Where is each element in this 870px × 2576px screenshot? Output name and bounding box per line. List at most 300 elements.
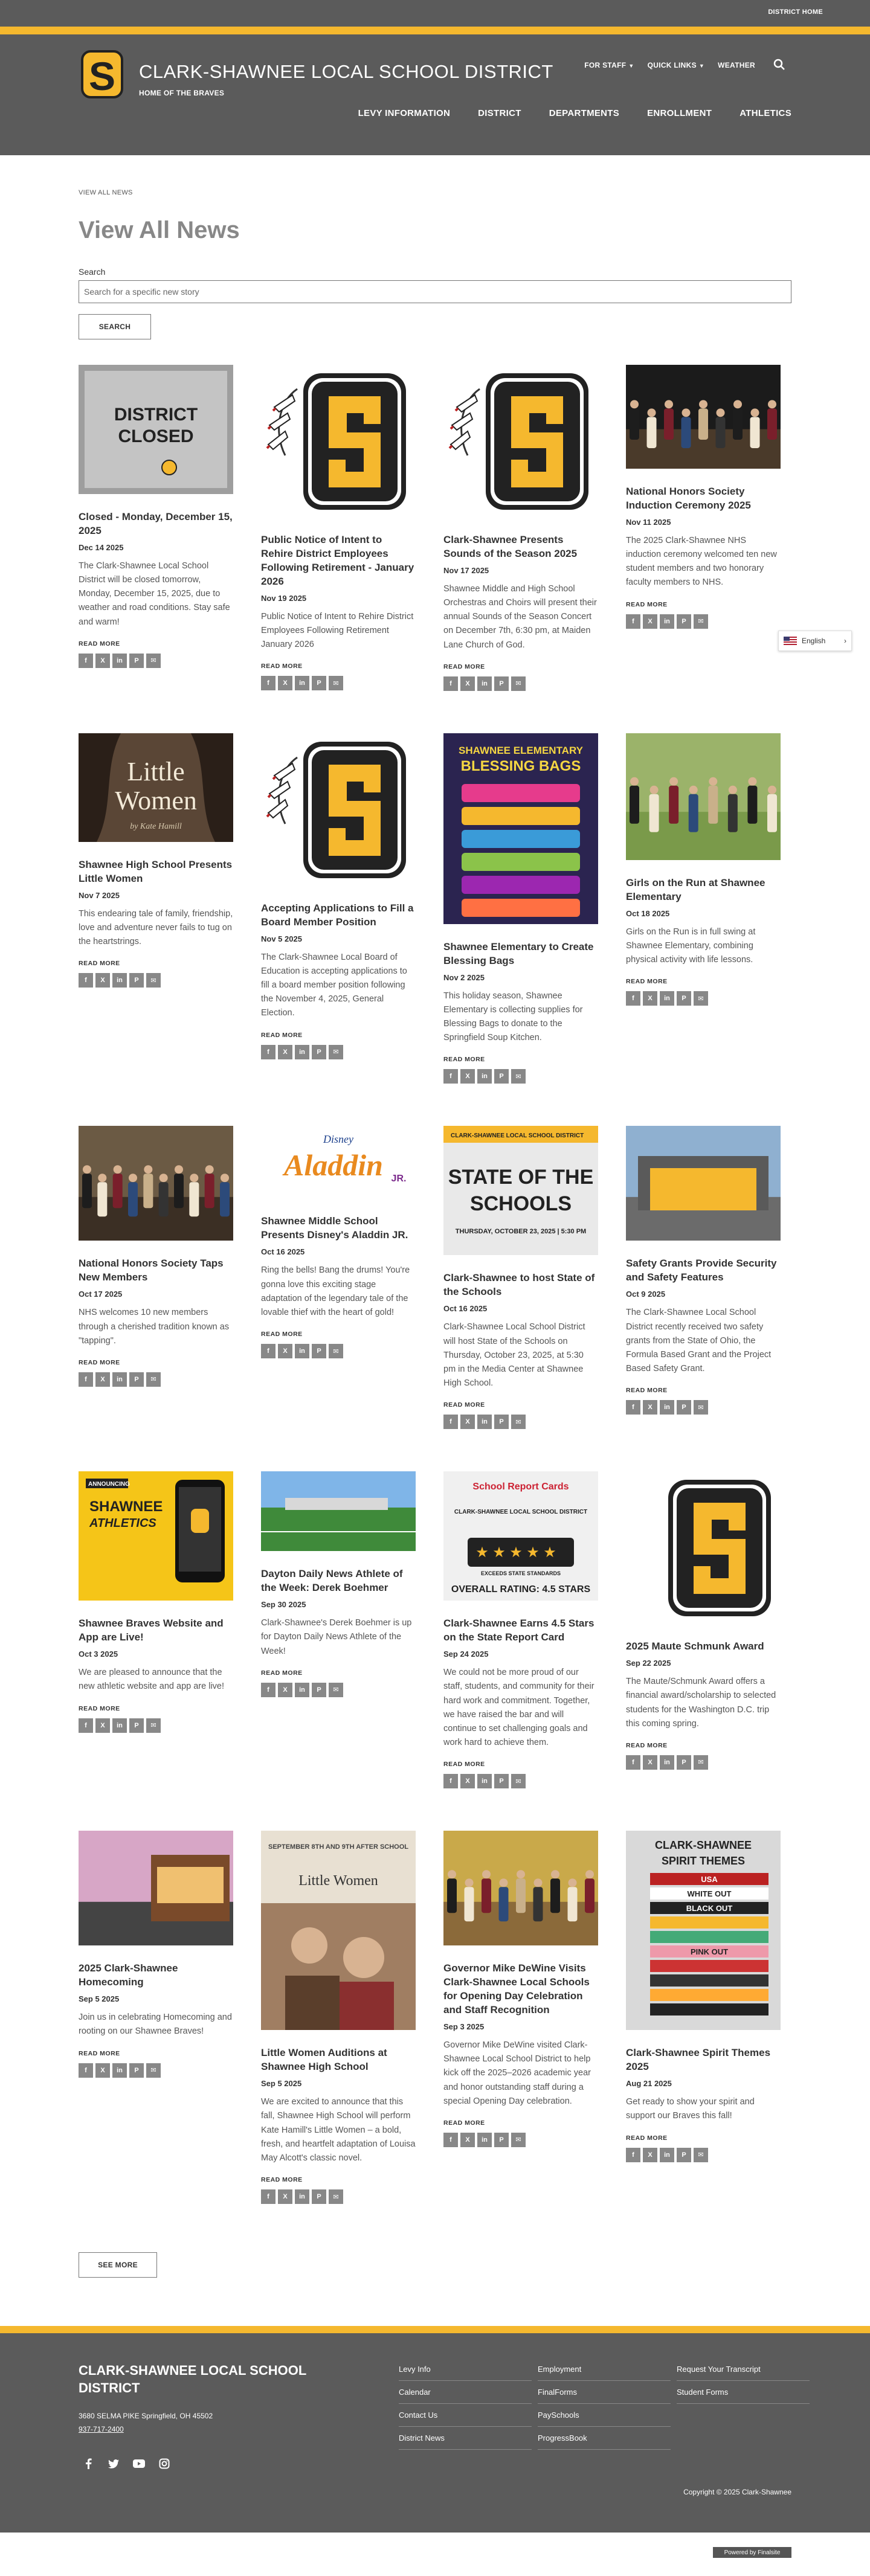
news-thumbnail[interactable] — [443, 1126, 598, 1258]
site-title[interactable]: CLARK-SHAWNEE LOCAL SCHOOL DISTRICT — [139, 61, 553, 82]
news-card — [79, 1831, 233, 2077]
news-summary: Get ready to show your spirit and support our Braves this fall! — [626, 2097, 755, 2121]
svg-text:★: ★ — [526, 1544, 540, 1561]
x-share-icon[interactable]: X — [95, 1718, 110, 1733]
pinterest-share-icon[interactable]: P — [494, 1069, 509, 1084]
linkedin-share-icon[interactable]: in — [112, 2063, 127, 2078]
news-summary: This holiday season, Shawnee Elementary is collecting supplies for Blessing Bags to donate to the Springfield Soup Kitchen. — [443, 991, 583, 1043]
email-share-icon[interactable]: ✉ — [329, 1045, 343, 1059]
linkedin-share-icon[interactable]: in — [660, 991, 674, 1006]
news-summary: The Clark-Shawnee Local School District recently received two safety grants from the State of Ohio, the Formula Based Grant and the Project Based Safety Grant. — [626, 1308, 772, 1374]
read-more-link[interactable]: READ MORE — [443, 1761, 485, 1768]
news-title[interactable]: Clark-Shawnee Presents Sounds of the Season 2025 — [443, 534, 578, 559]
facebook-share-icon[interactable]: f — [443, 1415, 458, 1429]
news-date: Nov 2 2025 — [443, 972, 485, 982]
news-title[interactable]: 2025 Clark-Shawnee Homecoming — [79, 1962, 178, 1988]
news-card — [79, 733, 233, 988]
news-card — [626, 733, 781, 1006]
share-buttons — [79, 2063, 233, 2078]
email-share-icon[interactable]: ✉ — [511, 676, 526, 691]
news-thumbnail[interactable] — [261, 733, 416, 888]
news-date: Sep 3 2025 — [443, 2022, 485, 2031]
news-date: Oct 16 2025 — [443, 1304, 488, 1314]
facebook-share-icon[interactable]: f — [261, 1045, 276, 1059]
district-logo[interactable] — [79, 48, 126, 101]
read-more-link[interactable]: READ MORE — [261, 1031, 303, 1039]
x-share-icon[interactable]: X — [278, 1045, 292, 1059]
instagram-icon[interactable] — [158, 2458, 170, 2470]
facebook-share-icon[interactable]: f — [261, 1683, 276, 1697]
news-summary: The Maute/Schmunk Award offers a financial award/scholarship to selected students for the Washington D.C. trip this coming spring. — [626, 1677, 776, 1729]
email-share-icon[interactable]: ✉ — [694, 1755, 708, 1770]
news-thumbnail[interactable] — [79, 1126, 233, 1244]
svg-text:WHITE OUT: WHITE OUT — [687, 1889, 732, 1899]
news-date: Oct 9 2025 — [626, 1290, 666, 1299]
facebook-share-icon[interactable]: f — [443, 1774, 458, 1788]
read-more-link[interactable]: READ MORE — [261, 2176, 303, 2184]
news-date: Nov 17 2025 — [443, 565, 489, 575]
news-thumbnail[interactable] — [261, 1126, 416, 1201]
svg-text:★: ★ — [492, 1544, 506, 1561]
news-date: Nov 7 2025 — [79, 890, 120, 900]
email-share-icon[interactable]: ✉ — [146, 973, 161, 988]
email-share-icon[interactable]: ✉ — [146, 2063, 161, 2078]
svg-text:★: ★ — [543, 1544, 556, 1561]
linkedin-share-icon[interactable]: in — [660, 2148, 674, 2162]
pinterest-share-icon[interactable]: P — [129, 973, 144, 988]
pinterest-share-icon[interactable]: P — [312, 1344, 326, 1358]
news-title[interactable]: Clark-Shawnee Spirit Themes 2025 — [626, 2047, 771, 2073]
facebook-share-icon[interactable]: f — [626, 1755, 640, 1770]
news-card — [443, 1471, 598, 1788]
gold-divider — [0, 27, 870, 34]
x-share-icon[interactable]: X — [278, 1344, 292, 1358]
site-footer — [0, 2333, 870, 2533]
news-thumbnail[interactable] — [79, 733, 233, 845]
read-more-link[interactable]: READ MORE — [443, 1401, 485, 1409]
news-card — [626, 365, 781, 629]
read-more-link[interactable]: READ MORE — [261, 1331, 303, 1338]
email-share-icon[interactable]: ✉ — [694, 2148, 708, 2162]
facebook-share-icon[interactable]: f — [79, 1718, 93, 1733]
svg-text:★: ★ — [475, 1544, 489, 1561]
news-date: Dec 14 2025 — [79, 542, 124, 552]
read-more-link[interactable]: READ MORE — [79, 2049, 120, 2057]
email-share-icon[interactable]: ✉ — [511, 1069, 526, 1084]
linkedin-share-icon[interactable]: in — [295, 2189, 309, 2204]
pinterest-share-icon[interactable]: P — [312, 1045, 326, 1059]
read-more-link[interactable]: READ MORE — [626, 978, 668, 986]
x-share-icon[interactable]: X — [95, 1372, 110, 1387]
x-share-icon[interactable]: X — [643, 991, 657, 1006]
footer-link-district-news[interactable]: District News — [399, 2433, 532, 2450]
news-card — [79, 365, 233, 668]
pinterest-share-icon[interactable]: P — [677, 2148, 691, 2162]
news-summary: Clark-Shawnee Local School District will host State of the Schools on Thursday, October 23, 2025, at 5:30 pm in the Media Center at Shawnee High School. — [443, 1322, 585, 1389]
share-buttons — [443, 676, 598, 691]
news-summary: Clark-Shawnee's Derek Boehmer is up for Dayton Daily News Athlete of the Week! — [261, 1618, 412, 1656]
share-buttons — [79, 654, 233, 668]
news-title[interactable]: Governor Mike DeWine Visits Clark-Shawnee Local Schools for Opening Day Celebration and Staff Recognition — [443, 1962, 590, 2016]
news-thumbnail[interactable] — [443, 1471, 598, 1604]
pinterest-share-icon[interactable]: P — [494, 676, 509, 691]
search-button[interactable]: SEARCH — [79, 314, 151, 339]
facebook-share-icon[interactable]: f — [79, 973, 93, 988]
news-card — [261, 733, 416, 1059]
share-buttons — [626, 1400, 781, 1415]
news-date: Nov 19 2025 — [261, 593, 307, 603]
linkedin-share-icon[interactable]: in — [112, 1718, 127, 1733]
news-card — [443, 365, 598, 691]
footer-link-progressbook[interactable]: ProgressBook — [538, 2433, 671, 2450]
news-title[interactable]: Accepting Applications to Fill a Board Member Position — [261, 902, 414, 928]
news-summary: We are pleased to announce that the new athletic website and app are live! — [79, 1668, 225, 1692]
news-title[interactable]: National Honors Society Taps New Members — [79, 1257, 224, 1283]
powered-by-badge[interactable]: Powered by Finalsite — [713, 2547, 791, 2558]
share-buttons — [626, 614, 781, 629]
svg-text:School Report Cards: School Report Cards — [472, 1482, 569, 1492]
chevron-right-icon: › — [844, 637, 846, 645]
social-links — [82, 2458, 170, 2470]
site-subtitle: HOME OF THE BRAVES — [139, 89, 225, 97]
linkedin-share-icon[interactable]: in — [477, 1069, 492, 1084]
news-date: Oct 18 2025 — [626, 908, 670, 918]
facebook-share-icon[interactable]: f — [261, 676, 276, 690]
email-share-icon[interactable]: ✉ — [511, 1415, 526, 1429]
news-summary: The Clark-Shawnee Local School District will be closed tomorrow, Monday, December 15, 2025, due to weather and road conditions. Stay safe and warm! — [79, 560, 230, 627]
news-title[interactable]: Little Women Auditions at Shawnee High School — [261, 2047, 387, 2073]
district-home-link[interactable]: DISTRICT HOME — [768, 8, 823, 16]
svg-text:THURSDAY, OCTOBER 23, 2025 | 5: THURSDAY, OCTOBER 23, 2025 | 5:30 PM — [455, 1228, 587, 1236]
linkedin-share-icon[interactable]: in — [477, 676, 492, 691]
email-share-icon[interactable]: ✉ — [694, 1400, 708, 1415]
linkedin-share-icon[interactable]: in — [112, 973, 127, 988]
footer-link-payschools[interactable]: PaySchools — [538, 2411, 671, 2427]
news-thumbnail[interactable] — [79, 1471, 233, 1604]
x-share-icon[interactable]: X — [643, 614, 657, 629]
linkedin-share-icon[interactable]: in — [660, 1755, 674, 1770]
top-utility-bar — [0, 0, 870, 27]
news-date: Aug 21 2025 — [626, 2079, 672, 2089]
email-share-icon[interactable]: ✉ — [146, 654, 161, 668]
utility-weather[interactable]: WEATHER — [718, 61, 755, 69]
email-share-icon[interactable]: ✉ — [694, 614, 708, 629]
news-summary: The 2025 Clark-Shawnee NHS induction ceremony welcomed ten new student members and two honorary faculty members to NHS. — [626, 535, 777, 588]
facebook-share-icon[interactable]: f — [443, 2133, 458, 2147]
svg-text:USA: USA — [701, 1875, 718, 1884]
facebook-share-icon[interactable]: f — [261, 2189, 276, 2204]
see-more-button[interactable]: SEE MORE — [79, 2252, 157, 2278]
news-date: Nov 11 2025 — [626, 517, 671, 527]
site-header — [0, 34, 870, 155]
svg-text:Disney: Disney — [323, 1133, 353, 1146]
linkedin-share-icon[interactable]: in — [295, 1683, 309, 1697]
email-share-icon[interactable]: ✉ — [694, 991, 708, 1006]
email-share-icon[interactable]: ✉ — [511, 1774, 526, 1788]
footer-link-employment[interactable]: Employment — [538, 2365, 671, 2381]
facebook-share-icon[interactable]: f — [626, 614, 640, 629]
pinterest-share-icon[interactable]: P — [129, 1718, 144, 1733]
news-date: Sep 22 2025 — [626, 1659, 671, 1668]
svg-text:JR.: JR. — [391, 1174, 407, 1184]
pinterest-share-icon[interactable]: P — [129, 2063, 144, 2078]
facebook-share-icon[interactable]: f — [626, 991, 640, 1006]
linkedin-share-icon[interactable]: in — [660, 1400, 674, 1415]
share-buttons — [626, 991, 781, 1006]
footer-phone-link[interactable]: 937-717-2400 — [79, 2425, 124, 2434]
footer-links-col-1 — [399, 2365, 532, 2456]
email-share-icon[interactable]: ✉ — [329, 1683, 343, 1697]
nav-departments[interactable]: DEPARTMENTS — [549, 108, 620, 118]
read-more-link[interactable]: READ MORE — [79, 960, 120, 968]
facebook-icon[interactable] — [82, 2458, 94, 2470]
footer-link-transcript[interactable]: Request Your Transcript — [677, 2365, 810, 2381]
linkedin-share-icon[interactable]: in — [477, 1415, 492, 1429]
facebook-share-icon[interactable]: f — [79, 654, 93, 668]
news-date: Sep 5 2025 — [79, 1994, 120, 2004]
x-share-icon[interactable]: X — [278, 1683, 292, 1697]
read-more-link[interactable]: READ MORE — [626, 2134, 668, 2142]
news-card — [79, 1126, 233, 1386]
x-share-icon[interactable]: X — [460, 1069, 475, 1084]
pinterest-share-icon[interactable]: P — [129, 1372, 144, 1387]
email-share-icon[interactable]: ✉ — [511, 2133, 526, 2147]
pinterest-share-icon[interactable]: P — [677, 991, 691, 1006]
linkedin-share-icon[interactable]: in — [477, 1774, 492, 1788]
footer-link-calendar[interactable]: Calendar — [399, 2388, 532, 2404]
news-date: Sep 24 2025 — [443, 1649, 489, 1659]
share-buttons — [79, 973, 233, 988]
read-more-link[interactable]: READ MORE — [626, 1741, 668, 1749]
share-buttons — [79, 1718, 233, 1733]
linkedin-share-icon[interactable]: in — [477, 2133, 492, 2147]
share-buttons — [443, 1774, 598, 1788]
news-thumbnail[interactable] — [261, 365, 416, 520]
news-thumbnail[interactable] — [261, 1471, 416, 1554]
footer-link-contact-us[interactable]: Contact Us — [399, 2411, 532, 2427]
x-share-icon[interactable]: X — [460, 1415, 475, 1429]
news-title[interactable]: Public Notice of Intent to Rehire District Employees Following Retirement - January 2026 — [261, 534, 414, 587]
svg-text:by Kate Hamill: by Kate Hamill — [130, 821, 182, 831]
footer-gold-divider — [0, 2326, 870, 2333]
news-title[interactable]: Shawnee Braves Website and App are Live! — [79, 1617, 224, 1643]
news-thumbnail[interactable] — [79, 365, 233, 497]
svg-text:SEPTEMBER 8TH AND 9TH AFTER SC: SEPTEMBER 8TH AND 9TH AFTER SCHOOL — [268, 1843, 409, 1851]
search-input[interactable] — [79, 280, 791, 303]
svg-text:OVERALL RATING: 4.5 STARS: OVERALL RATING: 4.5 STARS — [451, 1584, 591, 1595]
news-thumbnail[interactable] — [626, 365, 781, 472]
footer-title: CLARK-SHAWNEE LOCAL SCHOOL DISTRICT — [79, 2363, 306, 2395]
facebook-share-icon[interactable]: f — [79, 2063, 93, 2078]
news-thumbnail[interactable] — [626, 1831, 781, 2033]
facebook-share-icon[interactable]: f — [443, 1069, 458, 1084]
news-summary: Public Notice of Intent to Rehire District Employees Following Retirement January 2026 — [261, 611, 414, 650]
x-share-icon[interactable]: X — [460, 1774, 475, 1788]
logo-letter: S — [88, 54, 116, 98]
news-thumbnail[interactable] — [261, 1831, 416, 2033]
pinterest-share-icon[interactable]: P — [494, 2133, 509, 2147]
read-more-link[interactable]: READ MORE — [261, 663, 303, 670]
pinterest-share-icon[interactable]: P — [312, 2189, 326, 2204]
utility-nav — [584, 61, 755, 69]
svg-text:CLARK-SHAWNEE: CLARK-SHAWNEE — [655, 1839, 752, 1852]
pinterest-share-icon[interactable]: P — [494, 1415, 509, 1429]
language-selector[interactable] — [778, 631, 852, 651]
news-date: Nov 5 2025 — [261, 934, 302, 943]
chevron-down-icon: ▼ — [698, 63, 705, 69]
facebook-share-icon[interactable]: f — [626, 2148, 640, 2162]
x-share-icon[interactable]: X — [278, 2189, 292, 2204]
news-date: Sep 5 2025 — [261, 2079, 302, 2089]
read-more-link[interactable]: READ MORE — [626, 600, 668, 608]
news-title[interactable]: Shawnee Middle School Presents Disney's Aladdin JR. — [261, 1215, 408, 1241]
read-more-link[interactable]: READ MORE — [626, 1387, 668, 1395]
read-more-link[interactable]: READ MORE — [443, 2119, 485, 2127]
news-thumbnail[interactable] — [443, 1831, 598, 1948]
news-card — [261, 365, 416, 690]
linkedin-share-icon[interactable]: in — [112, 654, 127, 668]
linkedin-share-icon[interactable]: in — [660, 614, 674, 629]
share-buttons — [79, 1372, 233, 1387]
news-title[interactable]: Safety Grants Provide Security and Safety Features — [626, 1257, 777, 1283]
svg-text:BLESSING BAGS: BLESSING BAGS — [460, 757, 581, 774]
nav-athletics[interactable]: ATHLETICS — [740, 108, 791, 118]
read-more-link[interactable]: READ MORE — [443, 1056, 485, 1064]
news-title[interactable]: 2025 Maute Schmunk Award — [626, 1640, 764, 1653]
news-summary: This endearing tale of family, friendship, love and adventure never fails to tug on the heartstrings. — [79, 908, 233, 947]
x-share-icon[interactable]: X — [95, 973, 110, 988]
read-more-link[interactable]: READ MORE — [79, 1704, 120, 1712]
x-share-icon[interactable]: X — [460, 676, 475, 691]
linkedin-share-icon[interactable]: in — [295, 676, 309, 690]
svg-text:SHAWNEE ELEMENTARY: SHAWNEE ELEMENTARY — [459, 744, 583, 756]
nav-enrollment[interactable]: ENROLLMENT — [647, 108, 712, 118]
news-card — [443, 733, 598, 1084]
news-card — [261, 1471, 416, 1697]
utility-for-staff[interactable]: FOR STAFF ▼ — [584, 61, 634, 69]
email-share-icon[interactable]: ✉ — [146, 1718, 161, 1733]
read-more-link[interactable]: READ MORE — [443, 663, 485, 670]
news-card — [261, 1831, 416, 2204]
share-buttons — [261, 1045, 416, 1059]
news-card — [626, 1831, 781, 2162]
news-title[interactable]: Clark-Shawnee Earns 4.5 Stars on the State Report Card — [443, 1617, 594, 1643]
news-summary: NHS welcomes 10 new members through a cherished tradition known as "tapping". — [79, 1308, 230, 1346]
x-share-icon[interactable]: X — [643, 2148, 657, 2162]
share-buttons — [261, 676, 416, 690]
youtube-icon[interactable] — [133, 2458, 145, 2470]
news-title[interactable]: Shawnee Elementary to Create Blessing Bags — [443, 940, 594, 966]
news-card — [79, 1471, 233, 1732]
footer-link-levy-info[interactable]: Levy Info — [399, 2365, 532, 2381]
linkedin-share-icon[interactable]: in — [295, 1045, 309, 1059]
news-thumbnail[interactable] — [79, 1831, 233, 1948]
nav-district[interactable]: DISTRICT — [478, 108, 521, 118]
search-icon[interactable] — [773, 59, 785, 71]
email-share-icon[interactable]: ✉ — [329, 1344, 343, 1358]
pinterest-share-icon[interactable]: P — [677, 1400, 691, 1415]
main-content — [0, 155, 870, 2278]
linkedin-share-icon[interactable]: in — [295, 1344, 309, 1358]
news-summary: Join us in celebrating Homecoming and rooting on our Shawnee Braves! — [79, 2012, 232, 2037]
utility-quick-links[interactable]: QUICK LINKS ▼ — [647, 61, 705, 69]
facebook-share-icon[interactable]: f — [443, 676, 458, 691]
news-thumbnail[interactable] — [626, 1126, 781, 1244]
news-thumbnail[interactable] — [626, 733, 781, 863]
svg-text:ANNOUNCING: ANNOUNCING — [88, 1481, 130, 1488]
svg-text:Little: Little — [127, 756, 185, 786]
page-title: View All News — [79, 217, 240, 243]
facebook-share-icon[interactable]: f — [79, 1372, 93, 1387]
email-share-icon[interactable]: ✉ — [329, 676, 343, 690]
share-buttons — [261, 2189, 416, 2204]
email-share-icon[interactable]: ✉ — [146, 1372, 161, 1387]
news-thumbnail[interactable] — [443, 365, 598, 520]
nav-levy-information[interactable]: LEVY INFORMATION — [358, 108, 451, 118]
twitter-icon[interactable] — [108, 2458, 120, 2470]
news-title[interactable]: Shawnee High School Presents Little Women — [79, 858, 233, 884]
facebook-share-icon[interactable]: f — [261, 1344, 276, 1358]
pinterest-share-icon[interactable]: P — [312, 676, 326, 690]
x-share-icon[interactable]: X — [460, 2133, 475, 2147]
x-share-icon[interactable]: X — [95, 654, 110, 668]
news-title[interactable]: Clark-Shawnee to host State of the Schools — [443, 1272, 595, 1298]
news-summary: We could not be more proud of our staff, students, and community for their hard work and commitment. Together, we have raised the bar and will continue to set challenging goals and work hard to achieve them. — [443, 1668, 594, 1748]
x-share-icon[interactable]: X — [278, 676, 292, 690]
news-title[interactable]: National Honors Society Induction Ceremony 2025 — [626, 486, 751, 511]
share-buttons — [626, 2148, 781, 2162]
news-summary: Girls on the Run is in full swing at Shawnee Elementary, combining physical activity with life lessons. — [626, 927, 756, 965]
news-thumbnail[interactable] — [443, 733, 598, 927]
facebook-share-icon[interactable]: f — [626, 1400, 640, 1415]
pinterest-share-icon[interactable]: P — [494, 1774, 509, 1788]
footer-link-student-forms[interactable]: Student Forms — [677, 2388, 810, 2404]
pinterest-share-icon[interactable]: P — [129, 654, 144, 668]
pinterest-share-icon[interactable]: P — [312, 1683, 326, 1697]
svg-text:Aladdin: Aladdin — [284, 1148, 383, 1183]
news-summary: Shawnee Middle and High School Orchestras and Choirs will present their annual Sounds of the Season Concert on December 7th, 6:30 pm, at Maiden Lane Church of God. — [443, 583, 597, 650]
pinterest-share-icon[interactable]: P — [677, 1755, 691, 1770]
search-label: Search — [79, 267, 106, 277]
footer-link-finalforms[interactable]: FinalForms — [538, 2388, 671, 2404]
news-card — [443, 1831, 598, 2147]
linkedin-share-icon[interactable]: in — [112, 1372, 127, 1387]
news-card — [261, 1126, 416, 1358]
news-title[interactable]: Dayton Daily News Athlete of the Week: Derek Boehmer — [261, 1568, 403, 1594]
news-title[interactable]: Closed - Monday, December 15, 2025 — [79, 511, 233, 536]
news-title[interactable]: Girls on the Run at Shawnee Elementary — [626, 876, 765, 902]
footer-address: 3680 SELMA PIKE Springfield, OH 45502 — [79, 2412, 213, 2421]
x-share-icon[interactable]: X — [643, 1755, 657, 1770]
breadcrumb: VIEW ALL NEWS — [79, 189, 133, 196]
share-buttons — [626, 1755, 781, 1770]
read-more-link[interactable]: READ MORE — [261, 1669, 303, 1677]
pinterest-share-icon[interactable]: P — [677, 614, 691, 629]
email-share-icon[interactable]: ✉ — [329, 2189, 343, 2204]
x-share-icon[interactable]: X — [95, 2063, 110, 2078]
news-summary: Governor Mike DeWine visited Clark-Shawnee Local School District to help kick off the 2025–2026 academic year and honor outstanding staff during a special Opening Day celebration. — [443, 2040, 591, 2106]
read-more-link[interactable]: READ MORE — [79, 1358, 120, 1366]
news-date: Oct 3 2025 — [79, 1649, 118, 1659]
read-more-link[interactable]: READ MORE — [79, 640, 120, 647]
footer-links-col-2 — [538, 2365, 671, 2456]
powered-by-bar — [0, 2533, 870, 2576]
news-card — [443, 1126, 598, 1429]
svg-text:★: ★ — [509, 1544, 523, 1561]
news-thumbnail[interactable] — [626, 1471, 781, 1627]
news-card — [626, 1126, 781, 1415]
x-share-icon[interactable]: X — [643, 1400, 657, 1415]
